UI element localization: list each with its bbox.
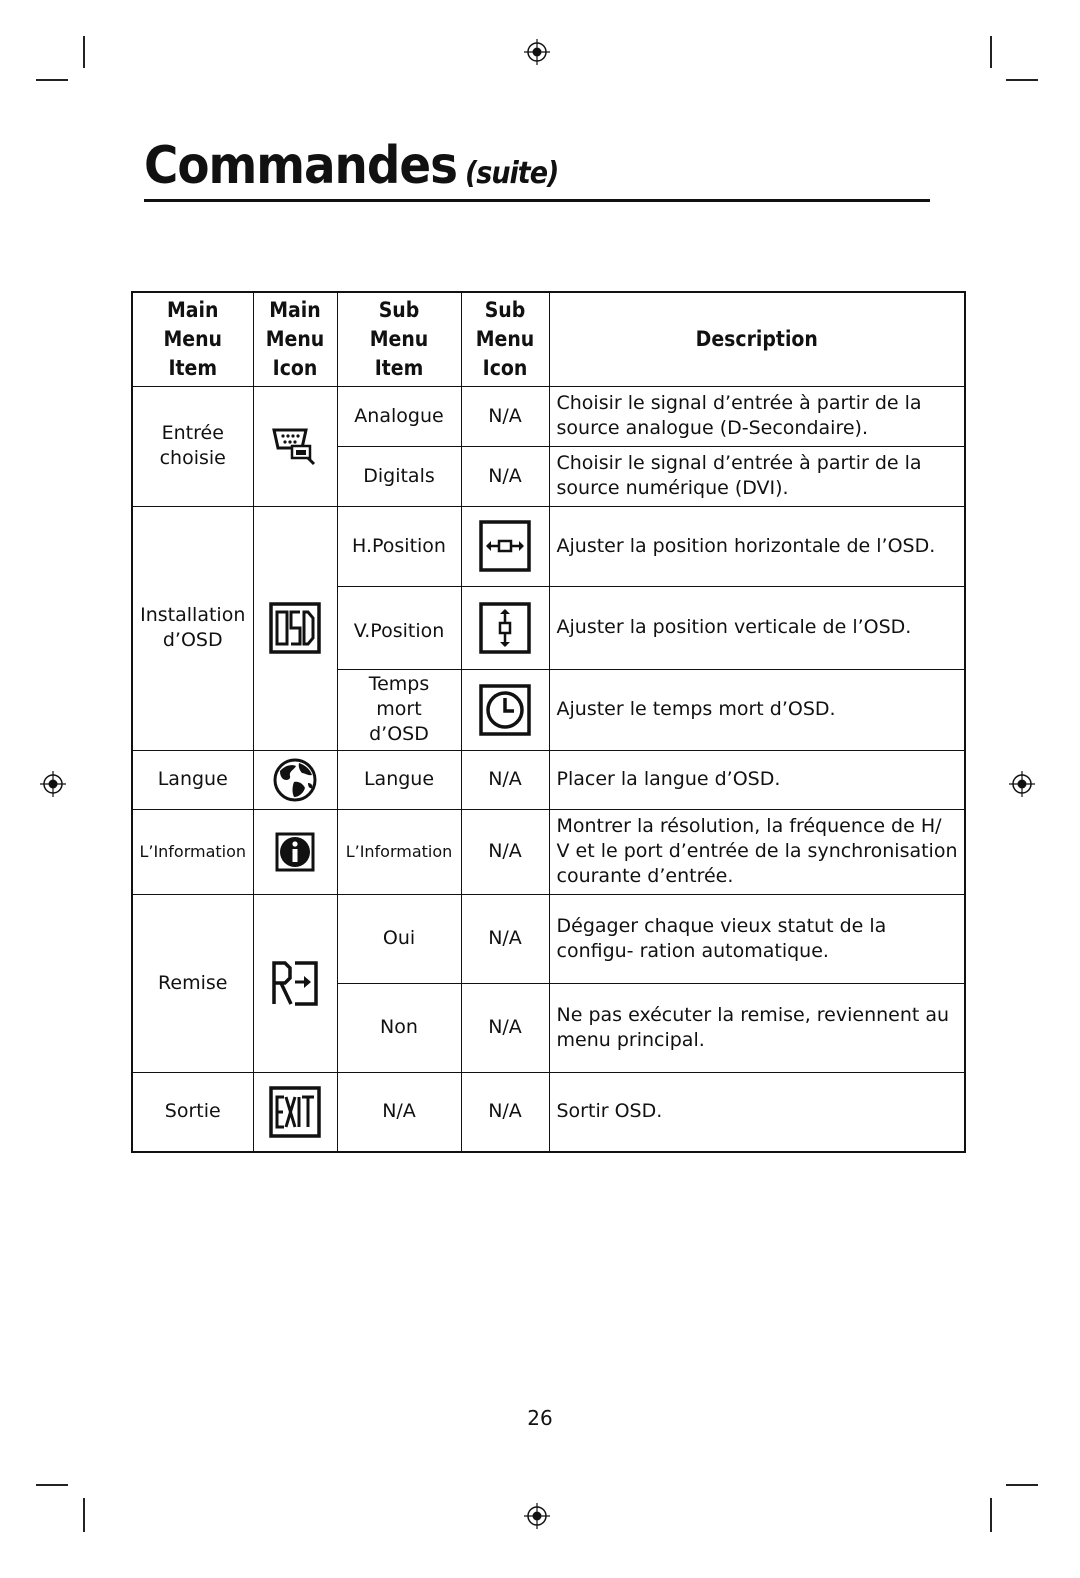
registration-mark-icon: [524, 1503, 550, 1529]
h-position-icon: [479, 520, 531, 572]
description-cell: Ajuster la position horizontale de l’OSD.: [549, 506, 965, 586]
description-cell: Choisir le signal d’entrée à partir de la source analogue (D-Secondaire).: [549, 386, 965, 446]
info-icon: [275, 832, 315, 872]
description-cell: Placer la langue d’OSD.: [549, 750, 965, 809]
reset-icon: [271, 960, 319, 1006]
main-icon-cell: [253, 506, 337, 750]
crop-mark: [1006, 1484, 1038, 1486]
description-cell: Ne pas exécuter la remise, reviennent au menu principal.: [549, 983, 965, 1072]
table-row: [132, 1072, 965, 1152]
sub-item-cell: Analogue: [337, 386, 461, 446]
header-main-menu-icon: Main Menu Icon: [253, 292, 337, 386]
clock-icon: [479, 684, 531, 736]
table-row: [132, 894, 965, 983]
main-icon-cell: [253, 894, 337, 1072]
main-item-cell: Installation d’OSD: [132, 506, 253, 750]
crop-mark: [36, 1484, 68, 1486]
main-item-cell: Langue: [132, 750, 253, 809]
page-title: [144, 136, 558, 196]
registration-mark-icon: [524, 39, 550, 65]
header-sub-menu-item: Sub Menu Item: [337, 292, 461, 386]
main-item-cell: Entrée choisie: [132, 386, 253, 506]
main-icon-cell: [253, 386, 337, 506]
table-row: [132, 386, 965, 446]
sub-icon-cell: [461, 669, 549, 750]
exit-icon: [269, 1086, 321, 1138]
sub-icon-cell: N/A: [461, 1072, 549, 1152]
sub-icon-cell: N/A: [461, 750, 549, 809]
table-row: [132, 506, 965, 586]
controls-table: [131, 291, 966, 1153]
crop-mark: [990, 1498, 992, 1532]
sub-icon-cell: N/A: [461, 446, 549, 506]
sub-icon-cell: N/A: [461, 983, 549, 1072]
title-text: Commandes: [144, 136, 457, 196]
sub-item-cell: Digitals: [337, 446, 461, 506]
description-cell: Ajuster la position verticale de l’OSD.: [549, 586, 965, 669]
sub-icon-cell: N/A: [461, 894, 549, 983]
globe-icon: [272, 757, 318, 803]
description-cell: Choisir le signal d’entrée à partir de la source numérique (DVI).: [549, 446, 965, 506]
crop-mark: [1006, 79, 1038, 81]
registration-mark-icon: [40, 771, 66, 797]
registration-mark-icon: [1009, 771, 1035, 797]
description-cell: Ajuster le temps mort d’OSD.: [549, 669, 965, 750]
title-rule: [144, 199, 930, 202]
sub-item-cell: Oui: [337, 894, 461, 983]
main-item-cell: L’Information: [132, 809, 253, 894]
sub-item-cell: Langue: [337, 750, 461, 809]
sub-icon-cell: [461, 506, 549, 586]
sub-item-cell: Non: [337, 983, 461, 1072]
sub-item-cell: V.Position: [337, 586, 461, 669]
sub-item-cell: Temps mort d’OSD: [337, 669, 461, 750]
sub-item-cell: H.Position: [337, 506, 461, 586]
table-row: [132, 809, 965, 894]
header-main-menu-item: Main Menu Item: [132, 292, 253, 386]
main-icon-cell: [253, 750, 337, 809]
sub-icon-cell: [461, 586, 549, 669]
main-icon-cell: [253, 809, 337, 894]
sub-icon-cell: N/A: [461, 809, 549, 894]
crop-mark: [83, 36, 85, 68]
crop-mark: [990, 36, 992, 68]
osd-icon: [269, 602, 321, 654]
header-description: Description: [549, 292, 965, 386]
main-item-cell: Sortie: [132, 1072, 253, 1152]
crop-mark: [83, 1498, 85, 1532]
sub-icon-cell: N/A: [461, 386, 549, 446]
crop-mark: [36, 79, 68, 81]
header-row: [132, 292, 965, 386]
input-select-icon: [272, 426, 318, 466]
page-number: 26: [527, 1406, 553, 1430]
description-cell: Dégager chaque vieux statut de la configu- ration automatique.: [549, 894, 965, 983]
title-suffix: (suite): [464, 156, 559, 191]
main-item-cell: Remise: [132, 894, 253, 1072]
main-icon-cell: [253, 1072, 337, 1152]
description-cell: Montrer la résolution, la fréquence de H/ V et le port d’entrée de la synchronisation courante d’entrée.: [549, 809, 965, 894]
header-sub-menu-icon: Sub Menu Icon: [461, 292, 549, 386]
sub-item-cell: N/A: [337, 1072, 461, 1152]
sub-item-cell: L’Information: [337, 809, 461, 894]
description-cell: Sortir OSD.: [549, 1072, 965, 1152]
v-position-icon: [479, 602, 531, 654]
table-row: [132, 750, 965, 809]
